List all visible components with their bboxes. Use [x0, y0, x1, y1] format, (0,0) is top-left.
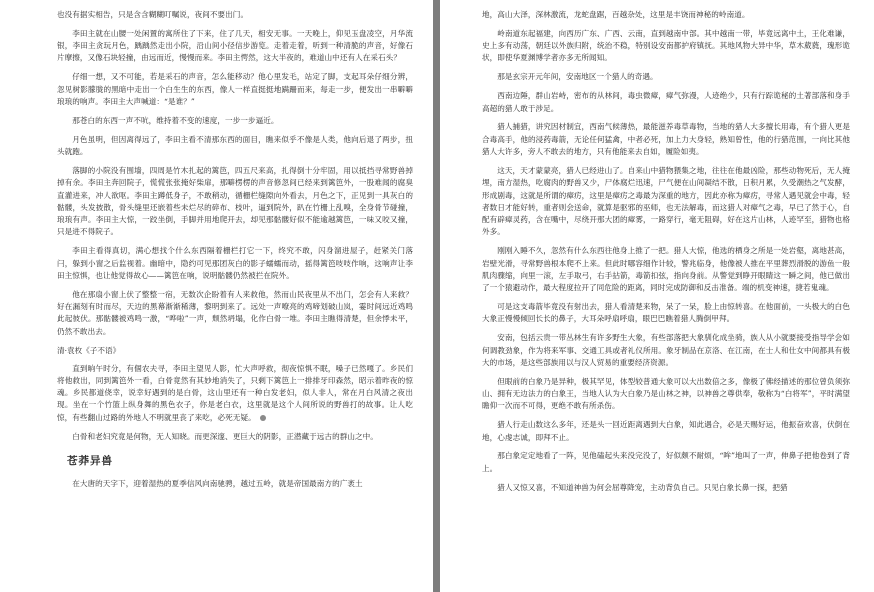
paragraph: 安南，包括云贵一带丛林生有许多野生大象，有些部落把大象驯化成坐骑，族人从小就要接受指导学会如何调教劲象，作为将来军事、交通工具或者礼仪所用。象牙制品在京洛、在江南，在士人和仕女中间都具有极大的市场，是这些部族用以与汉人贸易的重要经济资源。	[482, 333, 850, 367]
paragraph-text: 直到晌午时分，有個农夫寻，李田主望见人影，忙大声呼救，彻夜惊惧不眠，嗓子已然嘎了。乡民们将他救出，同到篱笆外一看，白骨竟然有其妙地消失了，只剩下篱笆上一排排牙印森然，昭示着昨夜的惊魂。乡民都道侥幸，说幸好遇到的是白骨，这山里还有一种白发老妇，似人非人，常在月白风清之夜出现。坐在一个竹篮上纵身舞的黑色衣子，你是老白衣，这里就是这个人间所说的野兽打的故事。让人吃惊，有些翻山过路的外地人不明就里丧了来吃，必死无疑。	[57, 363, 413, 422]
source-citation: 清·袁枚《子不语》	[57, 345, 121, 355]
paragraph: 猎人捕猎，讲究因材制宜，西南气候薄热，最能滋养毒草毒物，当地的猎人大多擅长用毒，有个猎人更是合毒高手，他的浸药毒箭，无论任何猛禽，中者必死，加上力大身轻，熟知曾性，他的行猎范围，一向比其他猎人大许多，旁人不敢去的地方，只有他能来去自如，履险如夷。	[482, 122, 850, 157]
left-page	[0, 0, 433, 592]
paragraph: 也没有据实相告，只是含含糊糊叮嘱说，夜间不要出门。	[57, 10, 249, 19]
paragraph: 猎人又惊又喜，不知道神兽为何会屈尊降宠，主动背负自己。只见白象长鼻一探，把猎	[497, 482, 788, 492]
paragraph: 那苍白的东西一声不吭，维持着不变的速度，一步一步逼近。	[72, 115, 279, 125]
paragraph	[57, 363, 413, 424]
paragraph: 猎人行走山数这么多年，还是头一回近距离遇到大白象，知此遇合，必是天赐好运，他振奋欢喜，伏倒在地，心虔志诚，即拜不止。	[482, 420, 850, 442]
paragraph: 那是玄宗开元年间，安南地区一个猎人的奇遇。	[497, 72, 658, 82]
paragraph: 这天，天才蒙蒙亮，猎人已经进山了。自来山中猎物猥集之地，往往在他最凶险，那些动物死后，无人掩埋，南方湿热，吃腐肉的野兽又少，尸体腐烂迅速，尸气便在山间凝结不散，日积月累，久受潮热之气发酵，形成剧毒，这就是所谓的瘴疠，这里是瘴疠之毒最为深重的地方，因此亦称为瘴疠，寻常人遇见就会中毒，轻者数日才能好转，重者则会送命，就算是驱邪的巫师，也无法解毒，而这猎人对瘴气之毒，早已了然于心，自配有辟瘴灵药，含在嘴中，尽绕开那大团的瘴雾，一路穿行，毫无阻碍，好在这片山林，人迹罕至，猎物也格外多。	[482, 165, 850, 237]
paragraph: 但眼前的白象乃是异种，极其罕见，体型较普通大象可以大出数倍之多，像极了佛经描述的那位曾负须弥山、拥有无边法力的白象王，当地人认为大白象乃是山林之神，以神兽之尊供奉，敬称为“白将军”，平时满望瞻仰一次而不可得，更绝不敢有所杀伤。	[482, 376, 850, 411]
paragraph: 李田主就在山腰一处闲置的寓所住了下来，住了几天，相安无事。一天晚上，仰见玉盘凌空，月华流银，李田主贪玩月色，踽踽然走出小院，沿山间小径信步游览。走着走着，听到一种清脆的声音，好像石片摩擦，又像石块轻撞，由远而近，慢慢而来。李田主愕然，这大半夜的，难道山中还有人在采石头？	[57, 28, 413, 63]
paragraph: 在大唐的天字下，迎着湿热的夏季信风向南驰骋，越过五岭，就是帝国最南方的广袤土	[72, 478, 363, 488]
paragraph: 月色虽明，但因离得远了，李田主看不清那东西的面目，瞧来似乎不像是人类，他向后退了两步，扭头就跑。	[57, 134, 413, 157]
paragraph: 李田主看得真切，满心想找个什么东西隔着栅栏打它一下，终究不敢，闪身溜进屋子，赶紧关门落闩，躲到小窗之后监视着。幽暗中，隐约可见那团灰白的影子蠕蠕而动，摇得篱笆吱吱作响，这响声让李田主惊惧，也让他觉得故心——篱笆在响，说明骷髅仍然被拦在院外。	[57, 246, 413, 280]
right-page	[440, 0, 874, 592]
paragraph: 地，高山大泽，深林激流，龙蛇盘踞，百越杂处，这里是丰饶而神秘的岭南道。	[482, 10, 750, 19]
paragraph: 西南边陲，群山岩峙，密布的从林间，毒虫微瘴，瘴气弥漫，人迹绝少，只有行踪诡秘的土著部落和身手高超的猎人敢于涉足。	[482, 91, 850, 113]
paragraph: 岭南道东起福建，向西历广东、广西、云南，直到越南中部。其中越南一带，毕竟远离中土，王化难谦，史上多有动荡，朝廷以外族归附，统治不稳，特别设安南都护府镇抚。其地风物大异中华，草木葳蕤，瑰形诡状，即使华夏渊博学者亦多无所闻知。	[482, 28, 850, 63]
paragraph: 白骨和老妇究竟是何物，无人知晓。而更深邃、更巨大的阴影，正潜藏于远古的群山之中。	[72, 431, 378, 441]
section-end-ornament-icon	[260, 415, 266, 421]
paragraph: 仔细一想，又不可能，若是采石的声音，怎么能移动？他心里发毛，站定了脚，支起耳朵仔细分辨，忽见树影朦胧的黑暗中走出一个白生生的东西，像人一样直挺挺地蹒跚而来，每走一步，便发出一串噼噼琅琅的响声。李田主大声喊道：“是谁？”	[57, 72, 413, 106]
paragraph: 那白象定定地看了一阵，见他磕起头来没完没了，好似颇不耐烦，“哞”地叫了一声，伸鼻子把他卷到了背上。	[482, 451, 850, 473]
paragraph: 可是这支毒箭毕竟没有射出去，猎人看清楚来物，呆了一呆，脸上由惊转喜。在他面前，一头极大的白色大象正慢慢倾回长长的鼻子，大耳朵呼扇呼扇，眼巴巴瞧着猎人腾倒甲拜。	[482, 302, 850, 324]
paragraph: 刚刚入睡不久，忽然有什么东西往他身上推了一把。猎人大惊，他选的栖身之所是一处岩壑，离地甚高，岩壁光滑，寻常野兽根本爬不上来。但此时哪容细作计较，警兆临身，他像被人推在平里葬烈滑脱的游鱼一般肌肉骤缩，向里一滚，左手取弓，右手拈箭，毒箭扣弦，指向身前。从警觉到睁开眼睛这一瞬之间，他已做出了一个猿避动作，最大程度拉开了同危险的距离，同时完成防御和反击准备。端的机变神速，捷若鬼魂。	[482, 246, 850, 293]
paragraph: 他在那扇小窗上伏了整整一宿，无数次企盼着有人来救他，然而山民夜里从不出门，怎会有人来救？好在漏刻有时而尽，天边的黑幕渐渐稀薄，黎明到来了。远处一声嘹亮的鸡啼划破山岚，霎时间远近鸡鸣此起彼伏。那骷髅被鸡鸣一激，“哗啦”一声，颓然坍塌，化作白骨一堆。李田主瞧得清楚，但余悸未平，仍然不敢出去。	[57, 289, 413, 336]
chapter-title: 苍莽异兽	[67, 454, 113, 467]
paragraph: 落脚的小院没有围墙，四周是竹木扎起的篱笆，四五尺来高，扎得倒十分牢固，用以抵挡寻常野兽掉掉有余。李田主奔回院子，慌慌张张掩好柴扉，那噼楞楞的声音修忽间已经来到篱笆外，一股难闻的腐臭直灌进来，冲人欲呕。李田主蹲低身子，不敢稍动，循栅栏缝隙向外看去，月色之下，正见到一具灰白的骷髅，头发披散，骨头缝里还嵌着些未烂尽的碎布、枝叶，逼到院外，趴在竹栅上乱嗅，全身骨节碰撞，琅琅有声。李田主大惊，一跤坐倒，手脚并用地爬开去，却见那骷髅好似不能逾越篱笆，一味又咬又撞，只是进不得院子。	[57, 165, 413, 237]
